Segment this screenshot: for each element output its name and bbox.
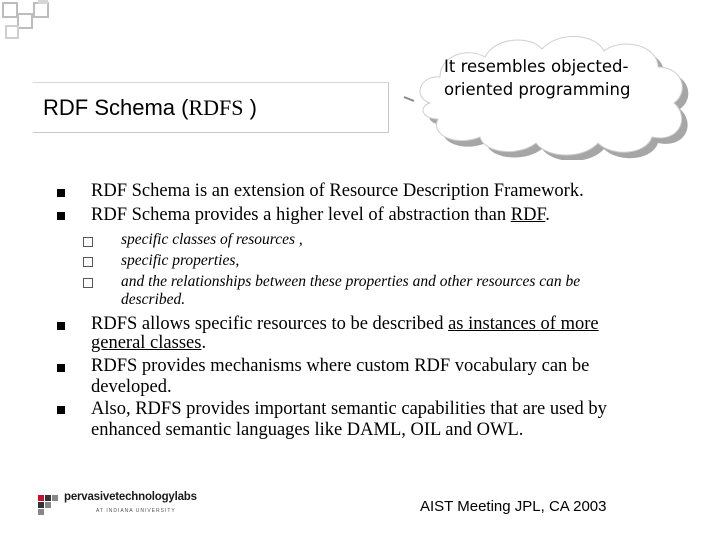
instances-link[interactable]: as instances of more: [448, 314, 599, 334]
bullet-2: RDF Schema provides a higher level of abstraction than RDF.: [91, 205, 550, 225]
callout-text: It resembles objected-oriented programming: [444, 57, 631, 99]
bullet-square-icon: [57, 212, 65, 220]
general-classes-link[interactable]: general classes: [91, 333, 202, 353]
hollow-square-icon: [83, 257, 93, 267]
hollow-square-icon: [83, 278, 93, 288]
bullet-4: RDFS provides mechanisms where custom RDF vocabulary can be: [91, 356, 590, 376]
bullet-square-icon: [57, 322, 65, 330]
subbullet-1: specific classes of resources ,: [121, 231, 303, 248]
hollow-square-icon: [83, 237, 93, 247]
bullet-5-cont: enhanced semantic languages like DAML, OIL and OWL.: [91, 420, 524, 440]
subbullet-3-cont: described.: [121, 291, 186, 308]
rdf-link[interactable]: RDF: [510, 205, 546, 225]
subbullet-2: specific properties,: [121, 252, 240, 269]
bullet-1: RDF Schema is an extension of Resource Description Framework.: [91, 181, 584, 201]
bullet-square-icon: [57, 406, 65, 414]
bullet-4-cont: developed.: [91, 377, 172, 397]
bullet-square-icon: [57, 364, 65, 372]
logo-wordmark: pervasivetechnologylabs: [64, 491, 197, 503]
slide-title: RDF Schema (RDFS ): [43, 95, 257, 120]
footer-text: AIST Meeting JPL, CA 2003: [420, 498, 607, 515]
bullet-3: RDFS allows specific resources to be described as instances of more: [91, 314, 599, 334]
logo-subtitle: AT INDIANA UNIVERSITY: [96, 508, 176, 514]
bullet-5: Also, RDFS provides important semantic capabilities that are used by: [91, 399, 607, 419]
corner-squares-icon: [0, 0, 60, 50]
bullet-3-cont: general classes.: [91, 333, 207, 353]
bullet-square-icon: [57, 189, 65, 197]
subbullet-3: and the relationships between these properties and other resources can be: [121, 273, 581, 290]
